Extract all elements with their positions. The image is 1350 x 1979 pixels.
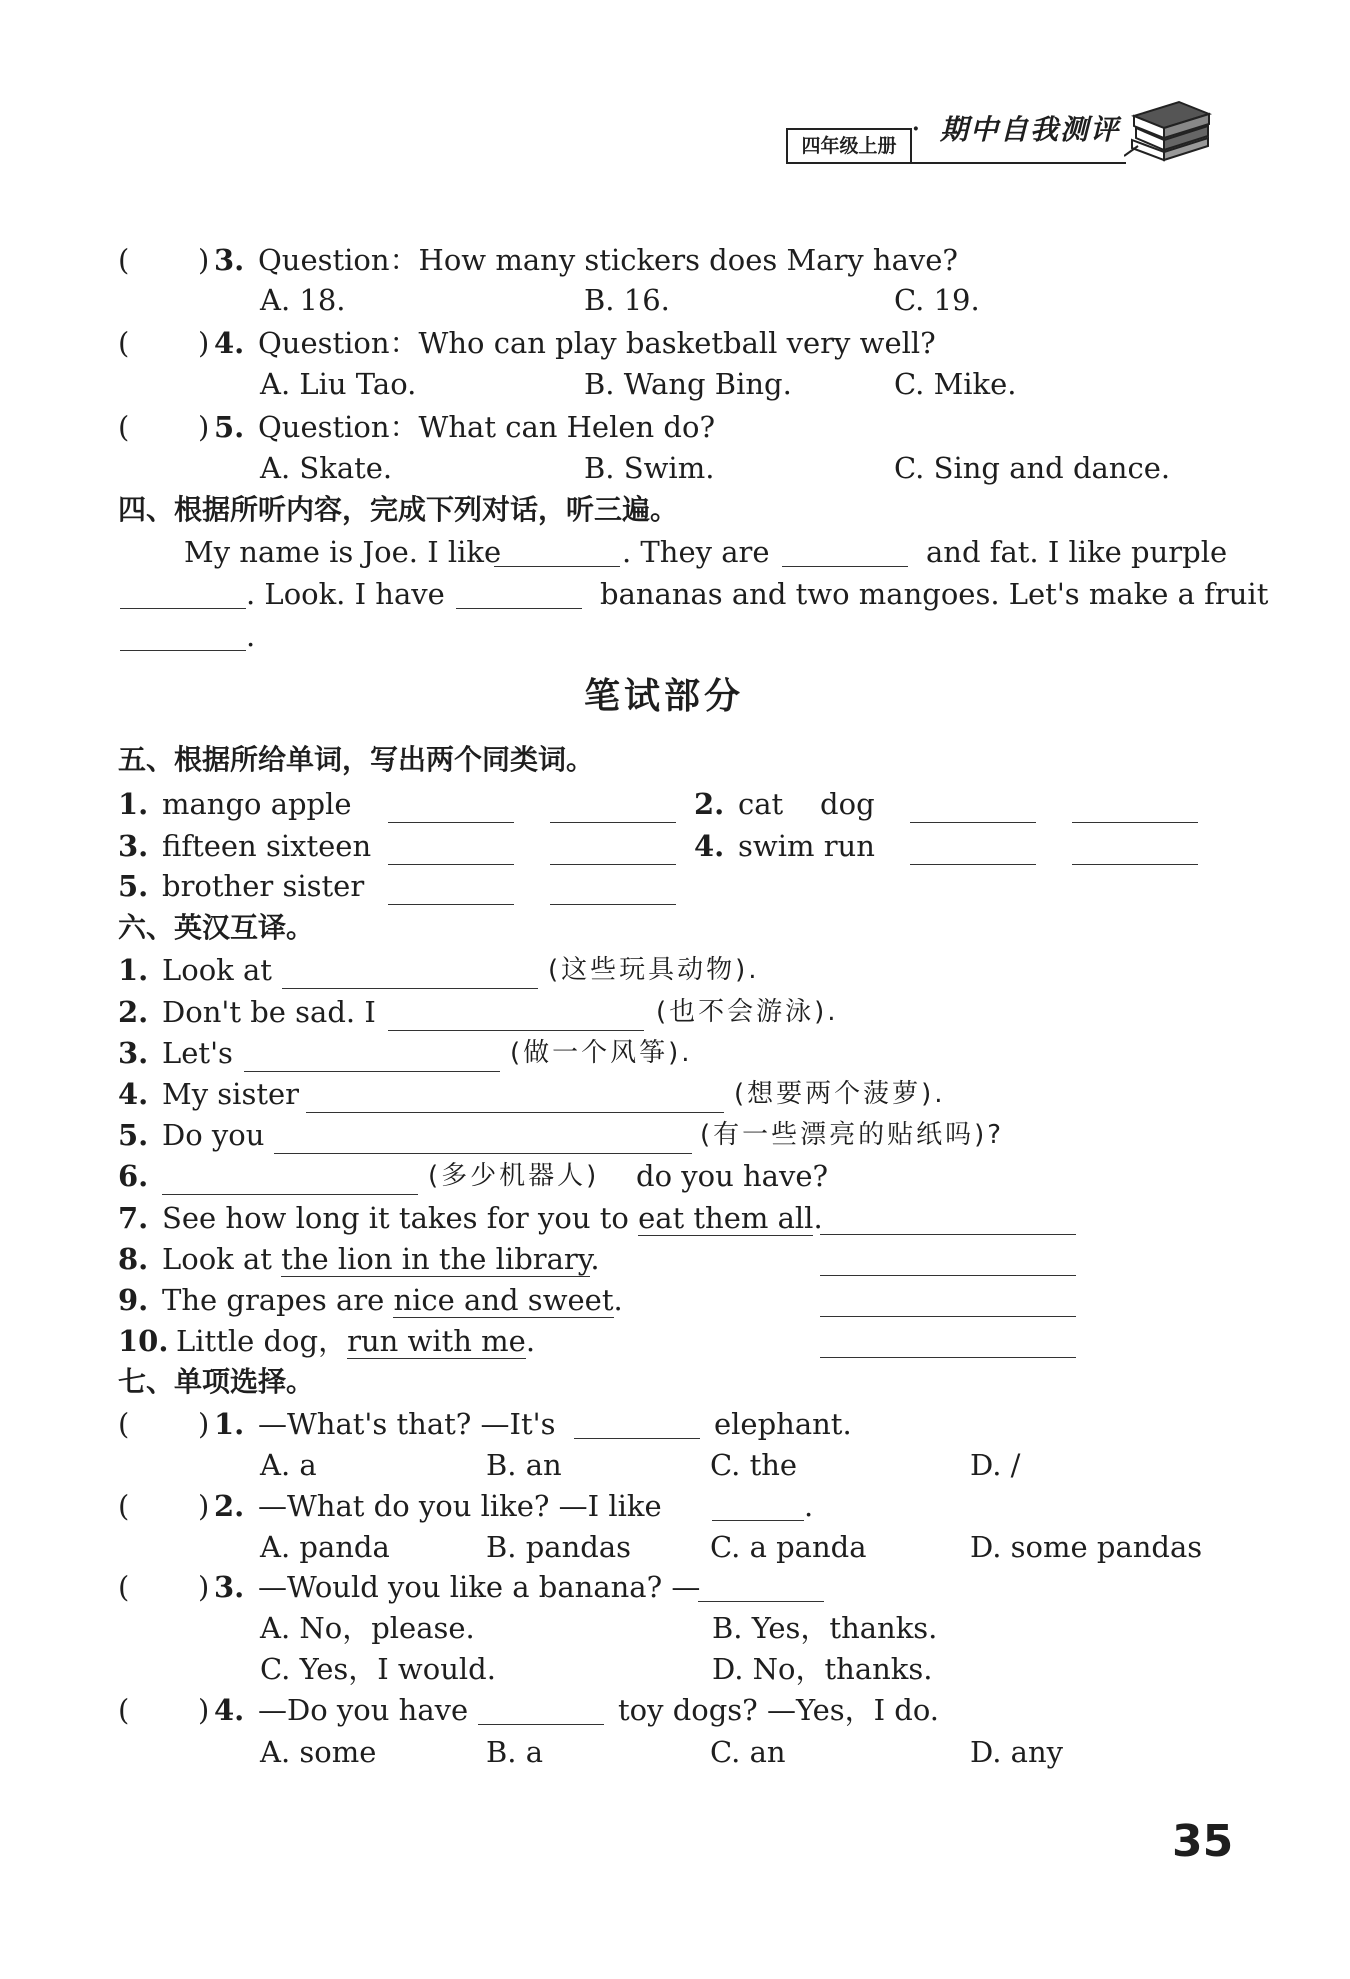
section-7-heading: 七、单项选择。	[118, 1365, 315, 1398]
header-dot: ·	[912, 116, 920, 142]
answer-line[interactable]	[162, 1194, 418, 1195]
translate-item-8: 8. Look at the lion in the library.	[118, 1242, 600, 1276]
written-part-title: 笔试部分	[584, 676, 745, 717]
answer-line[interactable]	[1072, 864, 1198, 865]
question-3: ( ) 3. Question：How many stickers does Mary have?	[118, 240, 1218, 280]
choice-question-4: ( ) 4. —Do you have	[118, 1690, 1218, 1730]
translate-item-1: 1. Look at	[118, 953, 272, 987]
header-title: 期中自我测评	[940, 113, 1121, 146]
choice-1-option-c[interactable]: C. the	[710, 1448, 798, 1482]
section-5-heading: 五、根据所给单词，写出两个同类词。	[118, 743, 595, 776]
answer-bracket[interactable]: )	[198, 1489, 210, 1523]
books-icon	[1124, 96, 1214, 166]
word-item-2: 2. cat dog	[694, 787, 875, 821]
answer-line[interactable]	[388, 1030, 644, 1031]
section-6-heading: 六、英汉互译。	[118, 911, 315, 944]
answer-line[interactable]	[910, 864, 1036, 865]
answer-line[interactable]	[820, 1275, 1076, 1276]
dialog-blank-4[interactable]	[456, 580, 582, 609]
question-5: ( ) 5. Question：What can Helen do?	[118, 407, 1218, 447]
choice-1-option-b[interactable]: B. an	[486, 1448, 562, 1482]
question-4-option-a[interactable]: A. Liu Tao.	[260, 367, 417, 401]
choice-4-option-d[interactable]: D. any	[970, 1735, 1064, 1769]
answer-line[interactable]	[910, 822, 1036, 823]
choice-question-2: ( ) 2. —What do you like? —I like	[118, 1486, 1218, 1526]
word-item-3: 3. fifteen sixteen	[118, 829, 372, 863]
choice-4-option-b[interactable]: B. a	[486, 1735, 544, 1769]
choice-4-option-a[interactable]: A. some	[260, 1735, 377, 1769]
choice-2-option-c[interactable]: C. a panda	[710, 1530, 867, 1564]
answer-line[interactable]	[820, 1316, 1076, 1317]
choice-2-option-a[interactable]: A. panda	[260, 1530, 390, 1564]
choice-3-option-d[interactable]: D. No，thanks.	[712, 1652, 933, 1686]
answer-line[interactable]	[820, 1234, 1076, 1235]
answer-line[interactable]	[550, 904, 676, 905]
answer-line[interactable]	[1072, 822, 1198, 823]
dialog-blank-1[interactable]	[494, 538, 620, 567]
word-item-4: 4. swim run	[694, 829, 875, 863]
translate-item-3: 3. Let's	[118, 1036, 233, 1070]
question-5-option-c[interactable]: C. Sing and dance.	[894, 451, 1171, 485]
dialog-blank-5[interactable]	[120, 622, 246, 651]
question-4-option-c[interactable]: C. Mike.	[894, 367, 1017, 401]
translate-item-2: 2. Don't be sad. I	[118, 995, 376, 1029]
answer-bracket[interactable]: )	[198, 1407, 210, 1441]
choice-3-option-a[interactable]: A. No，please.	[260, 1611, 475, 1645]
answer-bracket[interactable]: )	[198, 1570, 210, 1604]
translate-item-9: 9. The grapes are nice and sweet.	[118, 1283, 623, 1317]
translate-item-10: 10. Little dog，run with me.	[118, 1324, 536, 1358]
answer-line[interactable]	[388, 822, 514, 823]
choice-blank-1[interactable]	[574, 1410, 700, 1439]
answer-bracket[interactable]: )	[198, 326, 210, 360]
question-5-option-b[interactable]: B. Swim.	[584, 451, 715, 485]
answer-line[interactable]	[820, 1357, 1076, 1358]
choice-blank-4[interactable]	[478, 1696, 604, 1725]
choice-2-option-b[interactable]: B. pandas	[486, 1530, 632, 1564]
section-4-heading: 四、根据所听内容，完成下列对话，听三遍。	[118, 493, 679, 526]
answer-line[interactable]	[388, 864, 514, 865]
question-3-option-a[interactable]: A. 18.	[260, 283, 346, 317]
choice-blank-2[interactable]	[712, 1492, 804, 1521]
answer-line[interactable]	[306, 1112, 724, 1113]
question-5-option-a[interactable]: A. Skate.	[260, 451, 393, 485]
answer-line[interactable]	[282, 988, 538, 989]
answer-bracket[interactable]: )	[198, 1693, 210, 1727]
header-rule	[786, 162, 1126, 164]
answer-line[interactable]	[388, 904, 514, 905]
word-item-5: 5. brother sister	[118, 869, 365, 903]
answer-line[interactable]	[244, 1071, 500, 1072]
dialog-blank-2[interactable]	[782, 538, 908, 567]
translate-item-5: 5. Do you	[118, 1118, 265, 1152]
choice-question-1: ( ) 1. —What's that? —It's	[118, 1404, 1218, 1444]
page-number: 35	[1172, 1816, 1234, 1867]
answer-line[interactable]	[274, 1153, 692, 1154]
choice-blank-3[interactable]	[698, 1573, 824, 1602]
question-3-option-c[interactable]: C. 19.	[894, 283, 980, 317]
answer-bracket[interactable]: )	[198, 410, 210, 444]
choice-3-option-c[interactable]: C. Yes，I would.	[260, 1652, 496, 1686]
grade-label: 四年级上册	[786, 128, 912, 164]
translate-item-7: 7. See how long it takes for you to eat them all.	[118, 1201, 823, 1235]
answer-bracket[interactable]: )	[198, 243, 210, 277]
choice-4-option-c[interactable]: C. an	[710, 1735, 786, 1769]
translate-item-4: 4. My sister	[118, 1077, 300, 1111]
question-4-option-b[interactable]: B. Wang Bing.	[584, 367, 792, 401]
choice-1-option-a[interactable]: A. a	[260, 1448, 317, 1482]
answer-line[interactable]	[550, 864, 676, 865]
choice-3-option-b[interactable]: B. Yes，thanks.	[712, 1611, 938, 1645]
word-item-1: 1. mango apple	[118, 787, 352, 821]
choice-question-3: ( ) 3. —Would you like a banana? —	[118, 1567, 1218, 1607]
dialog-line-1: My name is Joe. I like	[184, 535, 502, 569]
choice-1-option-d[interactable]: D. /	[970, 1448, 1021, 1482]
workbook-page: 四年级上册 · 期中自我测评 ( ) 3. Question：How many stickers does Mary have? A. 18. B. 16. C. 19. ( ) 4. Question：Who can play basketball very well? A. Liu Tao. B. Wang Bing. C. Mike. ( ) 5. Question：What can Helen do? A. Skate. B. Swim. C. Sing and dance. 四、根据所听内容，完成下列对话，听三遍。 My name is Joe. I like . They are and fat. I like purple . Look. I have bananas and two mangoes. Let's make a fruit . 笔试部分 五、根据所给单词，写出两个同类词。 1. mango apple 2. cat dog 3. fifteen sixteen 4. swim run 5. brother sister 六、英汉互译。 1. Look at (这些玩具动物). 2. Don't be sad. I (也不会游泳). 3. Let's (做一个风筝). 4. My sister (想要两个菠萝). 5. Do you (有一些漂亮的贴纸吗)? 6. (多少机器人) do you have? 7. See how long it takes for you to eat them all. 8. Look at the lion in the library. 9. The grapes are nice and sweet. 10. Little dog，run with me. 七、单项选择。 ( ) 1. —What's that? —It's elephant. A. a B. an C. the D. / ( ) 2. —What do you like? —I like . A. panda B. pandas C. a panda D. some pandas ( ) 3. —Would you like a banana? — A. No，please. B. Yes，thanks. C. Yes，I would. D. No，thanks. ( ) 4. —Do you have toy dogs? —Yes，I do. A. some B. a C. an D. any 35	[0, 0, 1350, 1979]
dialog-blank-3[interactable]	[120, 580, 246, 609]
choice-2-option-d[interactable]: D. some pandas	[970, 1530, 1203, 1564]
answer-line[interactable]	[550, 822, 676, 823]
translate-item-6: 6.	[118, 1159, 149, 1193]
question-4: ( ) 4. Question：Who can play basketball very well?	[118, 323, 1218, 363]
question-3-option-b[interactable]: B. 16.	[584, 283, 670, 317]
